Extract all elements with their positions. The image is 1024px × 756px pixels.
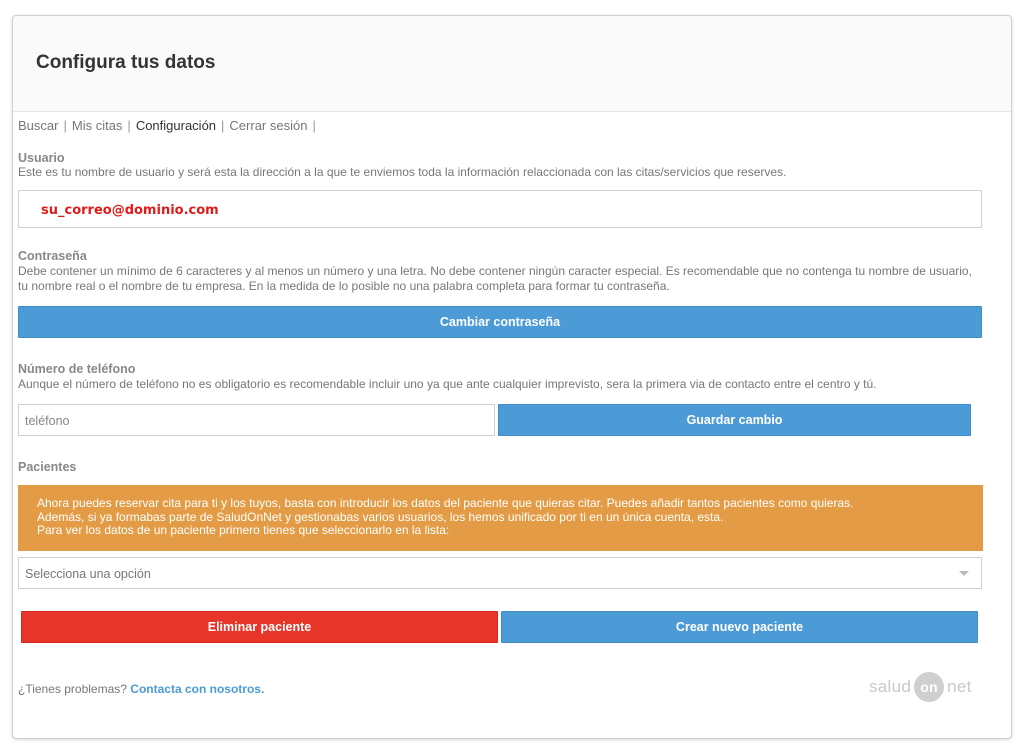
- logo-circle: on: [914, 672, 944, 702]
- nav-separator: |: [221, 118, 225, 133]
- alert-line: Para ver los datos de un paciente primero tienes que seleccionarlo en la lista:: [37, 523, 450, 537]
- delete-patient-button[interactable]: Eliminar paciente: [21, 611, 498, 643]
- phone-label: Número de teléfono: [18, 362, 136, 376]
- footer-question: ¿Tienes problemas?: [18, 682, 127, 696]
- phone-description: Aunque el número de teléfono no es obligatorio es recomendable incluir uno ya que ante cualquier imprevisto, sera la primera via de contacto entre el centro y tú.: [18, 377, 877, 391]
- alert-line: Además, si ya formabas parte de SaludOnNet y gestionabas varios usuarios, los hemos unificado por ti en un única cuenta, esta.: [37, 509, 724, 524]
- password-description: Debe contener un mínimo de 6 caracteres y al menos un número y una letra. No debe contener ningún caracter especial. Es recomendable que no contenga tu nombre de usuario, tu nombre real o el nombre de tu empresa. En la medida de lo posible no una palabra completa para formar tu contraseña.: [18, 264, 972, 293]
- logo-text-net: net: [947, 677, 972, 696]
- alert-line: Ahora puedes reservar cita para ti y los tuyos, basta con introducir los datos del paciente que quieras citar. Puedes añadir tantos pacientes como quieras.: [37, 496, 854, 510]
- create-patient-button[interactable]: Crear nuevo paciente: [501, 611, 978, 643]
- saludonnet-logo: [869, 672, 972, 702]
- nav-item-cerrar-sesion[interactable]: Cerrar sesión: [229, 118, 308, 133]
- logo-text-salud: salud: [869, 677, 912, 696]
- footer-help: [18, 682, 264, 696]
- card-header: [13, 16, 1011, 112]
- nav-item-buscar[interactable]: Buscar: [18, 118, 59, 133]
- phone-input[interactable]: teléfono: [18, 404, 495, 436]
- usuario-label: Usuario: [18, 151, 65, 165]
- nav-separator: |: [127, 118, 131, 133]
- top-nav: [18, 118, 321, 133]
- nav-separator: |: [63, 118, 67, 133]
- usuario-description: Este es tu nombre de usuario y será esta la dirección a la que te enviemos toda la información relaccionada con las citas/servicios que reserves.: [18, 165, 787, 179]
- chevron-down-icon[interactable]: [959, 571, 969, 576]
- nav-item-configuracion[interactable]: Configuración: [135, 118, 217, 133]
- change-password-button[interactable]: Cambiar contraseña: [18, 306, 982, 338]
- patient-select[interactable]: [18, 557, 982, 589]
- page-title: Configura tus datos: [36, 52, 216, 73]
- contact-link[interactable]: Contacta con nosotros.: [130, 682, 265, 696]
- patients-info-alert: [18, 485, 983, 551]
- save-phone-button[interactable]: Guardar cambio: [498, 404, 971, 436]
- select-placeholder: Selecciona una opción: [25, 567, 151, 581]
- patients-label: Pacientes: [18, 460, 77, 474]
- nav-item-mis-citas[interactable]: Mis citas: [71, 118, 123, 133]
- nav-separator: |: [312, 118, 316, 133]
- email-field[interactable]: su_correo@dominio.com: [18, 190, 982, 228]
- password-label: Contraseña: [18, 249, 87, 263]
